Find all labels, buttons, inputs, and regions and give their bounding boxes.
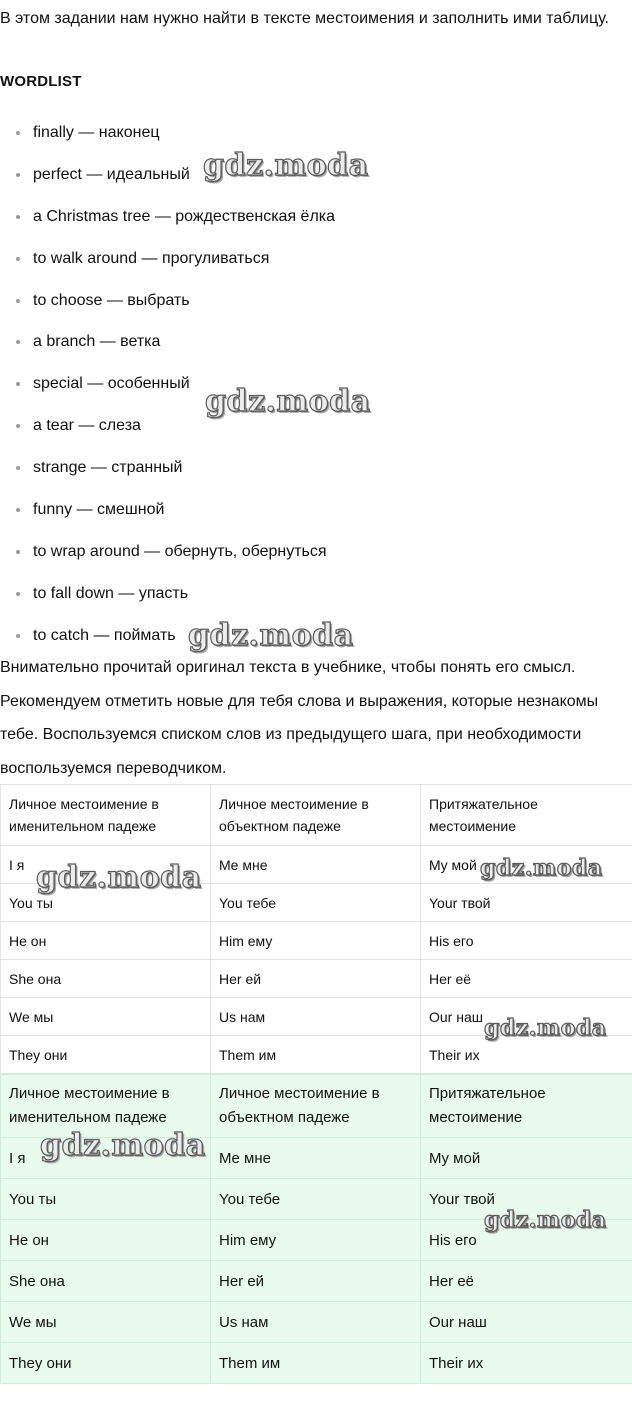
table-row [1, 1036, 632, 1074]
table-cell: She она [1, 960, 211, 998]
table-cell: Me мне [211, 846, 421, 884]
table-header-cell: Личное местоимение в именительном падеже [1, 785, 211, 846]
intro-text: В этом задании нам нужно найти в тексте местоимения и заполнить ими таблицу. [0, 10, 609, 27]
table-cell: Us нам [211, 1302, 421, 1343]
bullet-icon [16, 257, 20, 261]
bullet-icon [16, 508, 20, 512]
bullet-icon [16, 173, 20, 177]
bullet-icon [16, 634, 20, 638]
table-row [1, 960, 632, 998]
bullet-icon [16, 424, 20, 428]
table-cell: You ты [1, 884, 211, 922]
table-cell: We мы [1, 998, 211, 1036]
wordlist-item: funny — смешной [0, 489, 600, 531]
table-cell: They они [1, 1036, 211, 1074]
table-header-cell: Личное местоимение в объектном падеже [211, 785, 421, 846]
table-cell: Your твой [421, 1179, 632, 1220]
table-cell: Their их [421, 1036, 632, 1074]
table-cell: You тебе [211, 1179, 421, 1220]
table-cell: I я [1, 1138, 211, 1179]
table-cell: Your твой [421, 884, 632, 922]
table-cell: Her ей [211, 1261, 421, 1302]
bullet-icon [16, 382, 20, 386]
wordlist-item: to walk around — прогуливаться [0, 238, 600, 280]
bullet-icon [16, 466, 20, 470]
bullet-icon [16, 550, 20, 554]
wordlist-item: a branch — ветка [0, 321, 600, 363]
wordlist-item: a tear — слеза [0, 405, 600, 447]
table-cell: Us нам [211, 998, 421, 1036]
bullet-icon [16, 340, 20, 344]
table-header-cell: Притяжательное местоимение [421, 785, 632, 846]
table-cell: Him ему [211, 1220, 421, 1261]
watermark: gdz.moda [205, 384, 371, 419]
table-cell: She она [1, 1261, 211, 1302]
table-row [1, 1261, 632, 1302]
bullet-icon [16, 299, 20, 303]
table-header-cell: Личное местоимение в объектном падеже [211, 1075, 421, 1138]
wordlist-item: special — особенный [0, 363, 600, 405]
table-cell: Them им [211, 1036, 421, 1074]
table-cell: Me мне [211, 1138, 421, 1179]
table-cell: Him ему [211, 922, 421, 960]
wordlist-item: to catch — поймать [0, 615, 600, 657]
table-cell: Their их [421, 1343, 632, 1384]
wordlist-item: finally — наконец [0, 112, 600, 154]
bullet-icon [16, 131, 20, 135]
watermark: gdz.moda [40, 1128, 206, 1163]
table-cell: His его [421, 1220, 632, 1261]
table-header-cell: Личное местоимение в именительном падеже [1, 1075, 211, 1138]
watermark: gdz.moda [484, 1207, 607, 1233]
bullet-icon [16, 215, 20, 219]
table-cell: Them им [211, 1343, 421, 1384]
watermark: gdz.moda [36, 860, 202, 895]
table-row [1, 1343, 632, 1384]
table-cell: Her её [421, 1261, 632, 1302]
instruction-paragraph: Внимательно прочитай оригинал текста в учебнике, чтобы понять его смысл. Рекомендуем отметить новые для тебя слова и выражения, которые незнакомы тебе. Воспользуемся списком слов из предыдущего шага, при необходимости воспользуемся переводчиком. [0, 659, 599, 777]
table-cell: My мой [421, 846, 632, 884]
table-cell: He он [1, 1220, 211, 1261]
table-cell: I я [1, 846, 211, 884]
watermark: gdz.moda [188, 618, 354, 653]
wordlist-item: perfect — идеальный [0, 154, 600, 196]
table-row [1, 1302, 632, 1343]
table-cell: My мой [421, 1138, 632, 1179]
table-cell: Our наш [421, 998, 632, 1036]
table-cell: You ты [1, 1179, 211, 1220]
table-header-cell: Притяжательное местоимение [421, 1075, 632, 1138]
table-cell: His его [421, 922, 632, 960]
table-cell: He он [1, 922, 211, 960]
table-header-row [1, 785, 632, 846]
watermark: gdz.moda [480, 855, 603, 881]
table-cell: They они [1, 1343, 211, 1384]
table-cell: Our наш [421, 1302, 632, 1343]
bullet-icon [16, 592, 20, 596]
watermark: gdz.moda [203, 148, 369, 183]
watermark: gdz.moda [484, 1015, 607, 1041]
wordlist-item: to choose — выбрать [0, 280, 600, 322]
table-cell: Her её [421, 960, 632, 998]
wordlist-item: to wrap around — обернуть, обернуться [0, 531, 600, 573]
table-row [1, 922, 632, 960]
wordlist-item: a Christmas tree — рождественская ёлка [0, 196, 600, 238]
table-cell: We мы [1, 1302, 211, 1343]
wordlist-item: strange — странный [0, 447, 600, 489]
table-cell: You тебе [211, 884, 421, 922]
table-cell: Her ей [211, 960, 421, 998]
wordlist-item: to fall down — упасть [0, 573, 600, 615]
wordlist-heading: WORDLIST [0, 73, 82, 90]
